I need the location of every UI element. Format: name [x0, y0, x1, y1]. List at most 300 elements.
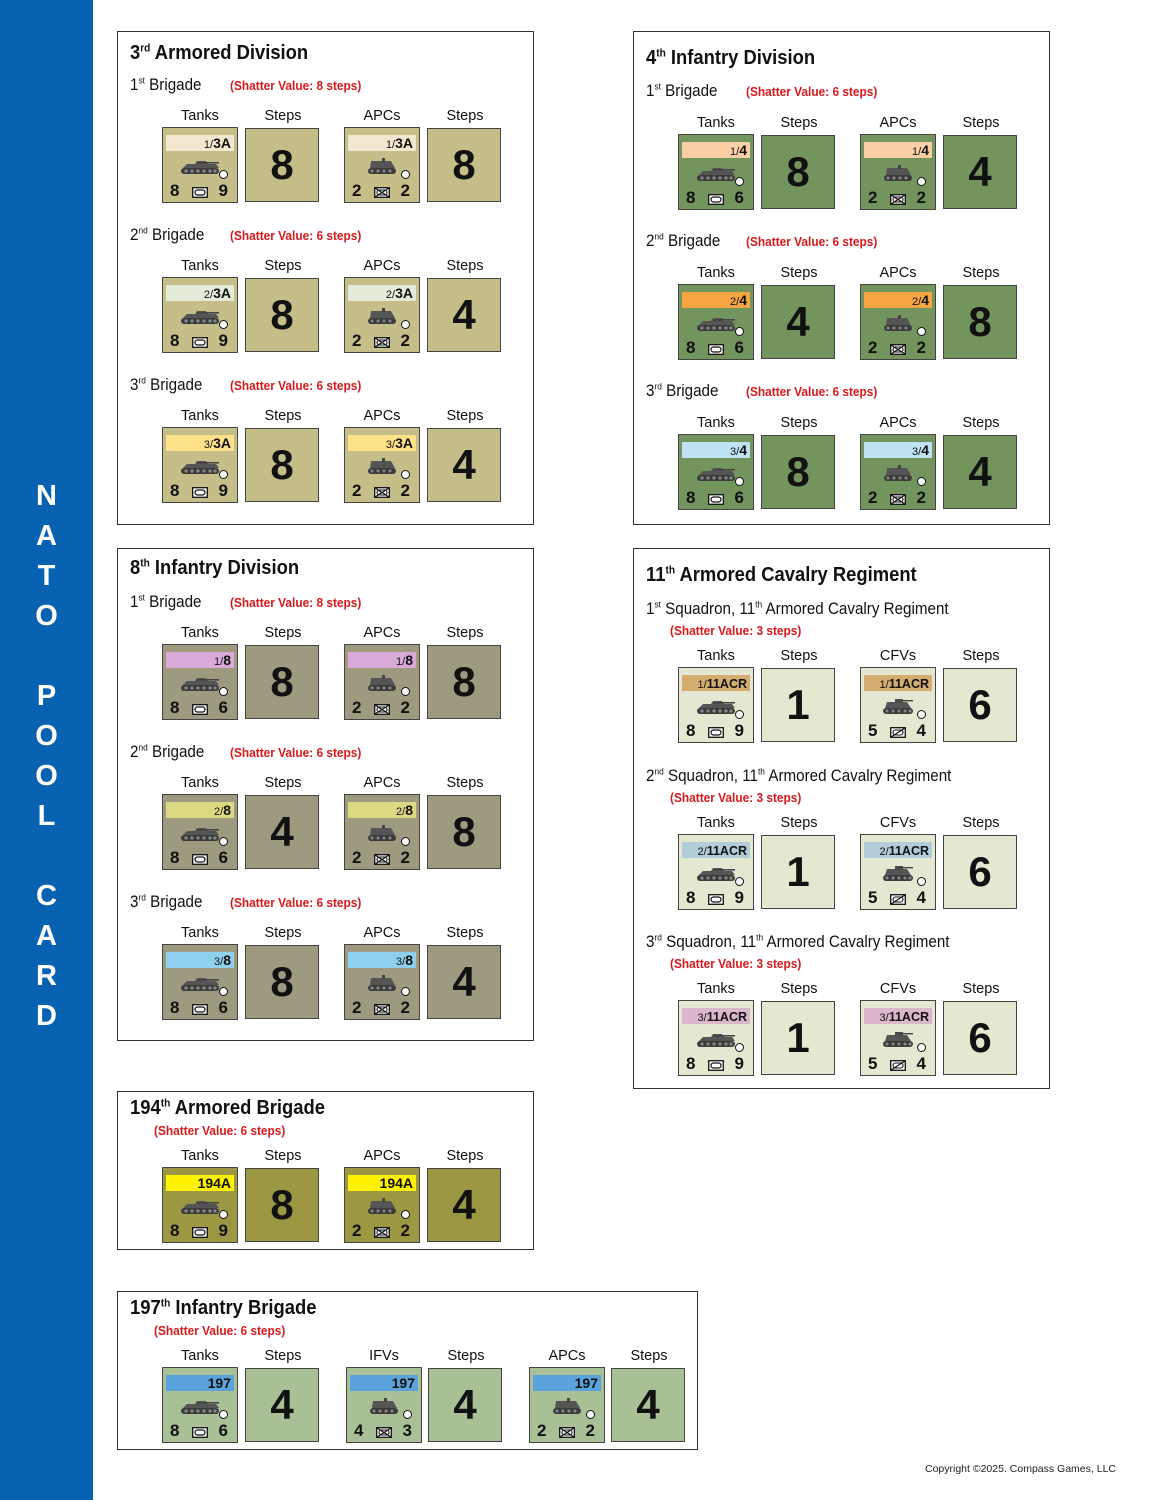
steps-box: 1	[761, 1001, 835, 1075]
unit-id-bar	[166, 135, 234, 151]
shatter-value: (Shatter Value: 3 steps)	[670, 624, 802, 638]
unit-slash: /	[210, 439, 214, 451]
unit-slash: /	[736, 446, 740, 458]
mech-infantry-symbol-icon	[374, 1227, 390, 1238]
mech-infantry-symbol-icon	[890, 344, 906, 355]
range-dot-icon	[401, 170, 410, 179]
column-header-type: IFVs	[369, 1348, 399, 1364]
attack-value: 8	[170, 1221, 180, 1240]
unit-slash: /	[392, 139, 396, 151]
column-header-steps: Steps	[780, 648, 818, 664]
apc-icon	[361, 456, 403, 476]
mech-infantry-symbol-icon	[890, 494, 906, 505]
steps-box: 4	[943, 135, 1017, 209]
column-header-type: CFVs	[879, 648, 917, 664]
steps-box: 8	[245, 1168, 319, 1242]
panel-title-text: Armored Cavalry Regiment	[675, 564, 917, 586]
unit-number: 3	[396, 956, 403, 968]
steps-box: 8	[245, 945, 319, 1019]
group-label-suffix: nd	[138, 742, 148, 753]
tank-icon	[179, 1396, 221, 1416]
column-header-type: APCs	[363, 625, 401, 641]
tank-icon	[179, 823, 221, 843]
cavalry-symbol-icon	[890, 894, 906, 905]
defense-value: 2	[400, 1221, 410, 1240]
column-header-steps: Steps	[780, 981, 818, 997]
unit-id-bar	[166, 435, 234, 451]
unit-id-bar	[166, 952, 234, 968]
unit-parent: 4	[739, 142, 747, 158]
attack-value: 8	[686, 1054, 696, 1073]
unit-id-bar	[166, 802, 234, 818]
range-dot-icon	[401, 837, 410, 846]
group-label-text: Brigade	[147, 226, 205, 244]
group-label-text-2: Armored Cavalry Regiment	[762, 600, 949, 618]
defense-value: 3	[402, 1421, 412, 1440]
defense-value: 9	[734, 1054, 744, 1073]
unit-slash: /	[885, 1012, 889, 1024]
defense-value: 6	[734, 338, 744, 357]
attack-value: 2	[352, 698, 362, 717]
armor-symbol-icon	[708, 494, 724, 505]
armor-symbol-icon	[708, 1060, 724, 1071]
range-dot-icon	[917, 327, 926, 336]
unit-parent: 8	[223, 952, 231, 968]
unit-counter	[860, 434, 936, 510]
unit-parent: 8	[405, 802, 413, 818]
panel-title	[130, 42, 308, 65]
attack-value: 2	[352, 181, 362, 200]
attack-value: 2	[868, 188, 878, 207]
steps-box: 4	[427, 1168, 501, 1242]
group-label-number: 2	[646, 767, 655, 785]
range-dot-icon	[401, 1210, 410, 1219]
column-header-steps: Steps	[962, 415, 1000, 431]
unit-parent: 3A	[395, 135, 413, 151]
armor-symbol-icon	[708, 727, 724, 738]
unit-counter	[162, 794, 238, 870]
unit-parent: 194A	[379, 1175, 413, 1191]
unit-number: 1	[697, 679, 704, 691]
group-label-suffix: rd	[138, 892, 146, 903]
cfv-icon	[877, 1029, 919, 1049]
attack-value: 8	[170, 181, 180, 200]
group-label-suffix: rd	[138, 375, 146, 386]
range-dot-icon	[735, 877, 744, 886]
unit-number: 2	[396, 806, 403, 818]
column-header-steps: Steps	[264, 108, 302, 124]
group-label	[130, 593, 202, 612]
range-dot-icon	[219, 987, 228, 996]
defense-value: 2	[400, 998, 410, 1017]
unit-slash: /	[220, 956, 224, 968]
group-label-number: 3	[646, 382, 655, 400]
unit-parent: 11ACR	[888, 844, 929, 858]
steps-box: 6	[943, 668, 1017, 742]
steps-box: 4	[428, 1368, 502, 1442]
range-dot-icon	[219, 687, 228, 696]
panel-title-number: 3	[130, 42, 141, 64]
panel-title	[130, 1297, 316, 1320]
unit-parent: 8	[223, 802, 231, 818]
unit-parent: 3A	[213, 435, 231, 451]
unit-panel-id8	[117, 548, 534, 1041]
shatter-value: (Shatter Value: 6 steps)	[154, 1124, 286, 1138]
steps-box: 8	[427, 128, 501, 202]
group-label-number: 3	[130, 376, 139, 394]
column-header-steps: Steps	[264, 408, 302, 424]
panel-title-text: Armored Brigade	[170, 1097, 325, 1119]
unit-counter	[678, 834, 754, 910]
steps-box: 4	[245, 795, 319, 869]
shatter-value: (Shatter Value: 6 steps)	[154, 1324, 286, 1338]
unit-slash: /	[220, 806, 224, 818]
column-header-type: APCs	[879, 265, 917, 281]
panel-title-text: Infantry Brigade	[170, 1297, 317, 1319]
unit-id-bar	[348, 652, 416, 668]
column-header-steps: Steps	[962, 648, 1000, 664]
unit-number: 1	[385, 139, 393, 151]
steps-box: 6	[943, 1001, 1017, 1075]
group-label-number: 1	[130, 593, 139, 611]
column-header-steps: Steps	[446, 775, 484, 791]
panel-title-suffix: th	[656, 47, 666, 60]
unit-counter	[678, 284, 754, 360]
tank-icon	[695, 1029, 737, 1049]
unit-number: 3	[879, 1012, 886, 1024]
column-header-type: Tanks	[181, 1348, 219, 1364]
unit-id-bar	[864, 442, 932, 458]
defense-value: 2	[400, 481, 410, 500]
steps-box: 4	[427, 945, 501, 1019]
unit-number: 1	[203, 139, 211, 151]
panel-title-number: 194	[130, 1097, 161, 1119]
column-header-type: Tanks	[181, 775, 219, 791]
defense-value: 9	[218, 481, 228, 500]
panel-title-number: 8	[130, 557, 141, 579]
unit-id-bar	[166, 1175, 234, 1191]
group-label	[646, 82, 718, 101]
column-header-type: APCs	[363, 925, 401, 941]
column-header-steps: Steps	[264, 1348, 302, 1364]
range-dot-icon	[401, 687, 410, 696]
unit-parent: 11ACR	[706, 844, 747, 858]
range-dot-icon	[219, 837, 228, 846]
unit-number: 2	[879, 846, 886, 858]
unit-slash: /	[392, 439, 396, 451]
range-dot-icon	[401, 987, 410, 996]
mech-infantry-symbol-icon	[374, 187, 390, 198]
range-dot-icon	[735, 1043, 744, 1052]
mech-infantry-symbol-icon	[374, 704, 390, 715]
column-header-steps: Steps	[446, 1148, 484, 1164]
defense-value: 9	[218, 1221, 228, 1240]
group-label-number: 2	[130, 743, 139, 761]
mech-infantry-symbol-icon	[376, 1427, 392, 1438]
column-header-steps: Steps	[780, 265, 818, 281]
range-dot-icon	[219, 1410, 228, 1419]
attack-value: 2	[537, 1421, 547, 1440]
apc-icon	[546, 1396, 588, 1416]
column-header-steps: Steps	[962, 265, 1000, 281]
column-header-type: Tanks	[697, 265, 735, 281]
group-label-number: 3	[646, 933, 655, 951]
range-dot-icon	[403, 1410, 412, 1419]
group-label	[130, 226, 204, 245]
group-label-text: Brigade	[660, 82, 718, 100]
defense-value: 9	[218, 181, 228, 200]
unit-counter	[344, 427, 420, 503]
unit-slash: /	[392, 289, 396, 301]
steps-box: 4	[761, 285, 835, 359]
attack-value: 8	[170, 848, 180, 867]
unit-slash: /	[703, 679, 707, 691]
unit-counter	[162, 1367, 238, 1443]
unit-number: 1	[396, 656, 403, 668]
unit-parent: 8	[405, 952, 413, 968]
attack-value: 2	[352, 848, 362, 867]
defense-value: 9	[734, 721, 744, 740]
attack-value: 2	[352, 998, 362, 1017]
steps-box: 4	[943, 435, 1017, 509]
unit-counter	[678, 1000, 754, 1076]
steps-box: 1	[761, 835, 835, 909]
unit-counter	[162, 127, 238, 203]
attack-value: 2	[868, 488, 878, 507]
range-dot-icon	[219, 1210, 228, 1219]
tank-icon	[179, 456, 221, 476]
unit-counter	[162, 1167, 238, 1243]
unit-parent: 3A	[395, 285, 413, 301]
group-label-suffix: st	[654, 81, 661, 92]
column-header-steps: Steps	[446, 925, 484, 941]
column-header-steps: Steps	[264, 1148, 302, 1164]
defense-value: 4	[916, 1054, 926, 1073]
unit-parent: 197	[207, 1375, 231, 1391]
unit-id-bar	[682, 675, 750, 691]
group-label-text-2: Armored Cavalry Regiment	[763, 933, 950, 951]
unit-parent: 8	[223, 652, 231, 668]
unit-id-bar	[682, 292, 750, 308]
attack-value: 2	[352, 331, 362, 350]
range-dot-icon	[735, 327, 744, 336]
group-label-number: 3	[130, 893, 139, 911]
apc-icon	[877, 463, 919, 483]
defense-value: 9	[218, 331, 228, 350]
group-label-number: 1	[646, 600, 655, 618]
column-header-steps: Steps	[446, 108, 484, 124]
defense-value: 2	[916, 488, 926, 507]
shatter-value: (Shatter Value: 6 steps)	[230, 379, 362, 393]
column-header-steps: Steps	[962, 115, 1000, 131]
unit-counter	[344, 1167, 420, 1243]
unit-counter	[678, 434, 754, 510]
column-header-type: APCs	[363, 1148, 401, 1164]
panel-title-suffix: th	[665, 564, 676, 577]
unit-panel-ab194	[117, 1091, 534, 1250]
mech-infantry-symbol-icon	[374, 487, 390, 498]
cfv-icon	[877, 863, 919, 883]
unit-slash: /	[402, 806, 406, 818]
unit-parent: 4	[739, 292, 747, 308]
group-label-text: Brigade	[144, 593, 202, 611]
attack-value: 2	[352, 481, 362, 500]
defense-value: 6	[218, 998, 228, 1017]
panel-title-number: 4	[646, 47, 657, 69]
unit-slash: /	[703, 1012, 707, 1024]
unit-counter	[678, 667, 754, 743]
armor-symbol-icon	[192, 187, 208, 198]
unit-number: 3	[203, 439, 211, 451]
panel-title	[130, 1097, 325, 1120]
column-header-type: Tanks	[697, 981, 735, 997]
unit-parent: 3A	[213, 285, 231, 301]
group-label-text: Brigade	[145, 376, 203, 394]
shatter-value: (Shatter Value: 6 steps)	[746, 385, 878, 399]
unit-slash: /	[885, 846, 889, 858]
unit-parent: 3A	[395, 435, 413, 451]
column-header-type: APCs	[548, 1348, 586, 1364]
defense-value: 2	[916, 188, 926, 207]
column-header-steps: Steps	[962, 815, 1000, 831]
unit-parent: 4	[921, 442, 929, 458]
steps-box: 6	[943, 835, 1017, 909]
unit-number: 3	[385, 439, 393, 451]
armor-symbol-icon	[192, 854, 208, 865]
group-label-text: Brigade	[661, 382, 719, 400]
group-label	[130, 76, 202, 95]
armor-symbol-icon	[192, 1004, 208, 1015]
group-label	[130, 893, 202, 912]
steps-box: 8	[427, 645, 501, 719]
defense-value: 2	[400, 848, 410, 867]
steps-box: 8	[245, 428, 319, 502]
unit-counter	[344, 944, 420, 1020]
sidebar	[0, 0, 93, 1500]
group-label-text: Squadron, 11	[661, 933, 757, 951]
armor-symbol-icon	[708, 194, 724, 205]
unit-counter	[860, 834, 936, 910]
unit-id-bar	[864, 142, 932, 158]
column-header-type: CFVs	[879, 815, 917, 831]
defense-value: 2	[400, 331, 410, 350]
unit-panel-ib197	[117, 1291, 698, 1450]
group-label	[646, 767, 951, 786]
group-label-text: Squadron, 11	[663, 767, 758, 785]
panel-title-text: Armored Division	[150, 42, 309, 64]
unit-slash: /	[210, 289, 214, 301]
unit-parent: 8	[405, 652, 413, 668]
column-header-steps: Steps	[447, 1348, 485, 1364]
column-header-steps: Steps	[264, 258, 302, 274]
panel-title-number: 197	[130, 1297, 161, 1319]
apc-icon	[361, 823, 403, 843]
column-header-type: APCs	[363, 108, 401, 124]
unit-slash: /	[402, 956, 406, 968]
armor-symbol-icon	[192, 487, 208, 498]
unit-slash: /	[918, 446, 922, 458]
group-label-number: 1	[646, 82, 655, 100]
tank-icon	[179, 1196, 221, 1216]
steps-box: 8	[943, 285, 1017, 359]
unit-id-bar	[348, 952, 416, 968]
range-dot-icon	[735, 477, 744, 486]
range-dot-icon	[917, 477, 926, 486]
range-dot-icon	[735, 710, 744, 719]
defense-value: 2	[400, 181, 410, 200]
mech-infantry-symbol-icon	[559, 1427, 575, 1438]
column-header-type: APCs	[363, 258, 401, 274]
unit-id-bar	[864, 292, 932, 308]
steps-box: 8	[761, 435, 835, 509]
column-header-type: Tanks	[181, 1148, 219, 1164]
steps-box: 8	[245, 645, 319, 719]
shatter-value: (Shatter Value: 6 steps)	[230, 896, 362, 910]
unit-parent: 194A	[197, 1175, 231, 1191]
column-header-steps: Steps	[780, 815, 818, 831]
cavalry-symbol-icon	[890, 727, 906, 738]
column-header-steps: Steps	[264, 775, 302, 791]
tank-icon	[695, 313, 737, 333]
steps-box: 4	[611, 1368, 685, 1442]
column-header-type: APCs	[879, 115, 917, 131]
attack-value: 5	[868, 888, 878, 907]
group-label	[646, 600, 949, 619]
mech-infantry-symbol-icon	[374, 1004, 390, 1015]
column-header-steps: Steps	[780, 415, 818, 431]
panel-title-number: 11	[646, 564, 666, 586]
column-header-steps: Steps	[264, 625, 302, 641]
unit-number: 2	[203, 289, 211, 301]
tank-icon	[695, 463, 737, 483]
group-label-text: Brigade	[663, 232, 721, 250]
unit-number: 2	[730, 296, 737, 308]
group-label	[646, 232, 720, 251]
unit-counter	[162, 277, 238, 353]
attack-value: 8	[686, 338, 696, 357]
group-label-text-2: Armored Cavalry Regiment	[764, 767, 952, 785]
attack-value: 8	[686, 721, 696, 740]
unit-id-bar	[166, 1375, 234, 1391]
group-label-suffix-2: th	[755, 599, 763, 610]
group-label-text: Brigade	[147, 743, 205, 761]
range-dot-icon	[401, 320, 410, 329]
attack-value: 5	[868, 721, 878, 740]
unit-id-bar	[682, 442, 750, 458]
group-label-number: 2	[646, 232, 655, 250]
column-header-steps: Steps	[446, 625, 484, 641]
unit-number: 3	[912, 446, 919, 458]
unit-id-bar	[348, 802, 416, 818]
defense-value: 6	[734, 188, 744, 207]
tank-icon	[179, 973, 221, 993]
unit-counter	[529, 1367, 605, 1443]
apc-icon	[361, 673, 403, 693]
unit-number: 3	[730, 446, 737, 458]
unit-counter	[344, 644, 420, 720]
armor-symbol-icon	[708, 344, 724, 355]
tank-icon	[179, 306, 221, 326]
tank-icon	[179, 673, 221, 693]
shatter-value: (Shatter Value: 6 steps)	[746, 235, 878, 249]
group-label-suffix-2: th	[757, 766, 765, 777]
defense-value: 4	[916, 888, 926, 907]
column-header-type: APCs	[363, 408, 401, 424]
armor-symbol-icon	[192, 1227, 208, 1238]
attack-value: 4	[354, 1421, 364, 1440]
tank-icon	[695, 696, 737, 716]
defense-value: 9	[734, 888, 744, 907]
